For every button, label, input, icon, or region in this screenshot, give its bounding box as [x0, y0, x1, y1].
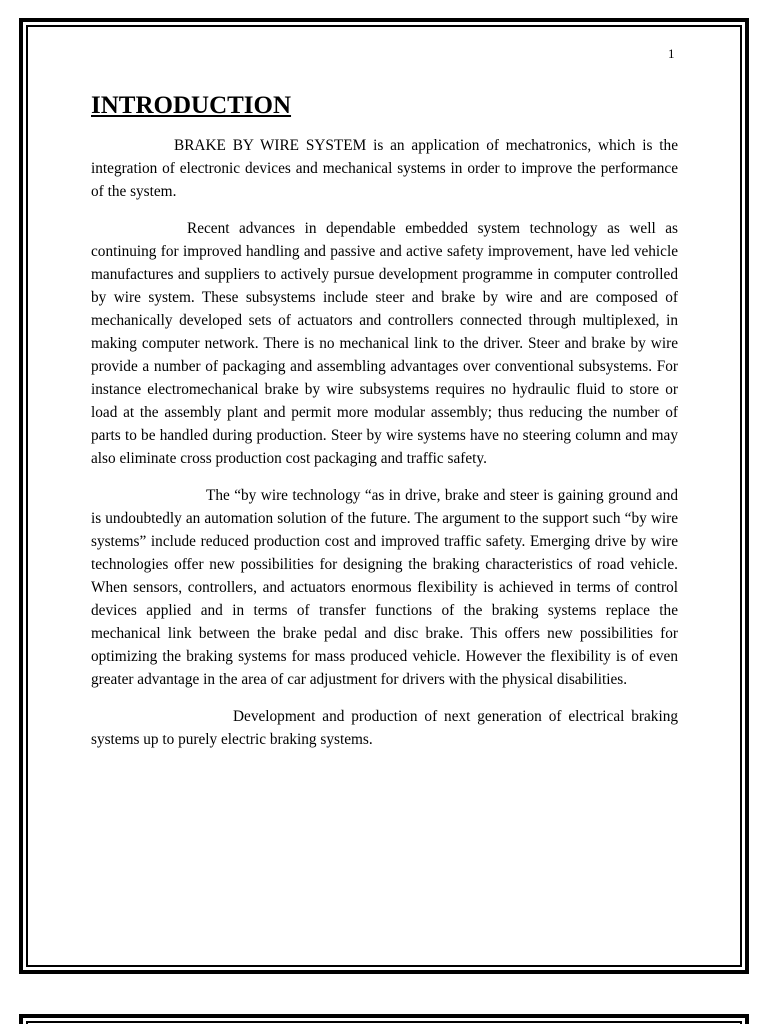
- paragraph-2: Recent advances in dependable embedded system technology as well as continuing for improved handling and passive and active safety improvement, have led vehicle manufactures and suppliers to actively pursue development programme in computer controlled by wire system. These subsystems include steer and brake by wire and are composed of mechanically developed sets of actuators and controllers connected through multiplexed, in making computer network. There is no mechanical link to the driver. Steer and brake by wire provide a number of packaging and assembling advantages over conventional subsystems. For instance electromechanical brake by wire subsystems requires no hydraulic fluid to store or load at the assembly plant and permit more modular assembly; thus reducing the number of parts to be handled during production. Steer by wire systems have no steering column and may also eliminate cross production cost packaging and traffic safety.: [91, 220, 678, 467]
- section-heading: INTRODUCTION: [91, 92, 292, 119]
- page-number: 1: [668, 46, 675, 61]
- paragraph-3: The “by wire technology “as in drive, brake and steer is gaining ground and is undoubtedly an automation solution of the future. The argument to the support such “by wire systems” include reduced production cost and improved traffic safety. Emerging drive by wire technologies offer new possibilities for designing the braking characteristics of road vehicle. When sensors, controllers, and actuators enormous flexibility is achieved in terms of control devices applied and in terms of transfer functions of the braking systems replace the mechanical link between the brake pedal and disc brake. This offers new possibilities for optimizing the braking systems for mass produced vehicle. However the flexibility is of even greater advantage in the area of car adjustment for drivers with the physical disabilities.: [91, 487, 678, 688]
- next-page-border: [19, 1014, 749, 1024]
- paragraph-4: Development and production of next generation of electrical braking systems up to purely electric braking systems.: [91, 708, 678, 748]
- page-content: [91, 90, 678, 764]
- paragraph-1: BRAKE BY WIRE SYSTEM is an application of mechatronics, which is the integration of electronic devices and mechanical systems in order to improve the performance of the system.: [91, 137, 678, 200]
